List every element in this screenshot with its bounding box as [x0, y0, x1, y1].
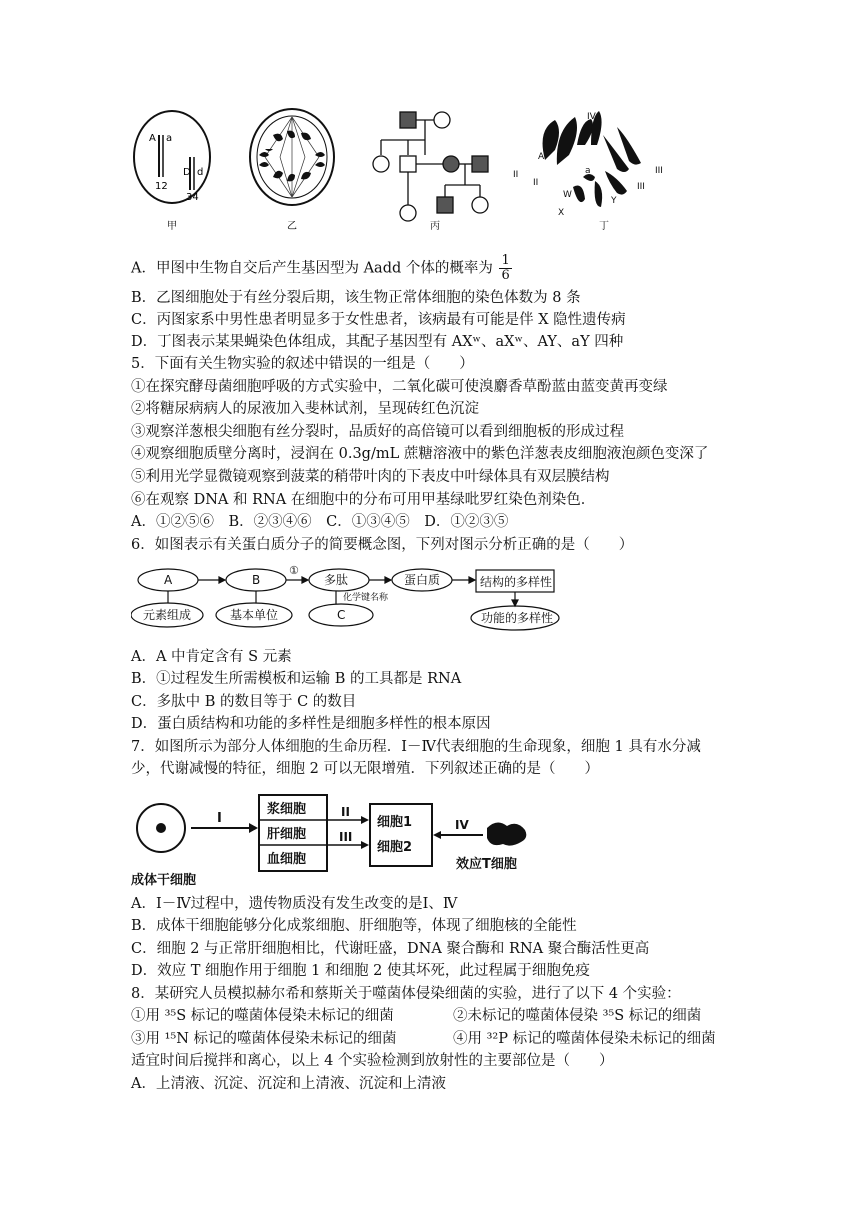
- figure-yi-caption: 乙: [287, 221, 297, 232]
- ding-label-III-b: III: [637, 182, 645, 192]
- q8-exp-4: ④用 ³²P 标记的噬菌体侵染未标记的细菌: [453, 1031, 716, 1047]
- chrom-12-label: 12: [155, 181, 168, 192]
- process-I-label: I: [217, 811, 222, 826]
- chrom-34-label: 34: [186, 192, 199, 203]
- ding-label-A: A: [538, 152, 545, 162]
- fraction: $\frac{1}{6}$: [501, 253, 510, 283]
- ding-label-II-a: II: [513, 170, 519, 180]
- liver-cell-label: 肝细胞: [267, 827, 307, 842]
- q5-stem: 5．下面有关生物实验的叙述中错误的一组是（ ）: [131, 356, 474, 372]
- process-III-label: III: [339, 830, 353, 844]
- cell2-label: 细胞2: [377, 840, 413, 855]
- figure-yi: [250, 109, 334, 232]
- q5-item-4: ④观察细胞质壁分离时，浸润在 0.3g/mL 蔗糖溶液中的紫色洋葱表皮细胞液泡颜色变深了: [131, 446, 709, 462]
- bond-name-label: 化学键名称: [343, 593, 389, 603]
- q5-item-5: ⑤利用光学显微镜观察到菠菜的稍带叶肉的下表皮中叶绿体具有双层膜结构: [131, 469, 610, 485]
- ding-label-X: X: [558, 208, 565, 218]
- q4-option-a: A．甲图中生物自交后产生基因型为 Aadd 个体的概率为 $\frac{1}{6}$: [131, 253, 510, 283]
- q8-exp-1: ①用 ³⁵S 标记的噬菌体侵染未标记的细菌: [131, 1008, 394, 1024]
- process-1-label: ①: [289, 564, 299, 577]
- gene-A-label: A: [149, 133, 156, 144]
- ding-label-III-a: III: [655, 166, 663, 176]
- q6-option-b: B．①过程发生所需模板和运输 B 的工具都是 RNA: [131, 671, 462, 687]
- node-polypeptide: 多肽: [324, 573, 349, 587]
- q7-stem-line1: 7．如图所示为部分人体细胞的生命历程．Ⅰ－Ⅳ代表细胞的生命现象，细胞 1 具有水分减: [131, 739, 701, 755]
- node-A: A: [164, 573, 173, 587]
- q8-stem-2: 适宜时间后搅拌和离心，以上 4 个实验检测到放射性的主要部位是（ ）: [131, 1053, 614, 1069]
- cell1-label: 细胞1: [377, 815, 413, 830]
- q7-option-c: C．细胞 2 与正常肝细胞相比，代谢旺盛，DNA 聚合酶和 RNA 聚合酶活性更高: [131, 941, 650, 957]
- figure-ding: [513, 111, 663, 232]
- gene-D-label: D: [183, 167, 191, 178]
- q4-option-c: C．丙图家系中男性患者明显多于女性患者，该病最有可能是伴 X 隐性遗传病: [131, 312, 626, 328]
- q5-item-2: ②将糖尿病病人的尿液加入斐林试剂，呈现砖红色沉淀: [131, 401, 479, 417]
- q5-item-1: ①在探究酵母菌细胞呼吸的方式实验中，二氧化碳可使溴麝香草酚蓝由蓝变黄再变绿: [131, 379, 668, 395]
- node-functional-diversity: 功能的多样性: [481, 611, 554, 625]
- figure-jia: [134, 111, 210, 232]
- node-B: B: [252, 573, 261, 587]
- q6-concept-diagram: [131, 562, 581, 636]
- q4-option-d: D．丁图表示某果蝇染色体组成，其配子基因型有 AXʷ、aXʷ、AY、aY 四种: [131, 334, 624, 350]
- blood-cell-label: 血细胞: [267, 852, 307, 867]
- node-basic-unit: 基本单位: [230, 608, 279, 622]
- process-II-label: II: [341, 805, 350, 819]
- effector-t-cell-label: 效应T细胞: [456, 857, 517, 872]
- q7-cell-diagram: [131, 790, 551, 892]
- q5-options: A．①②⑤⑥ B．②③④⑥ C．①③④⑤ D．①②③⑤: [131, 514, 509, 530]
- ding-label-W: W: [563, 190, 572, 200]
- node-protein: 蛋白质: [404, 573, 441, 587]
- q7-stem-line2: 少，代谢减慢的特征，细胞 2 可以无限增殖．下列叙述正确的是（ ）: [131, 761, 599, 777]
- q6-option-d: D．蛋白质结构和功能的多样性是细胞多样性的根本原因: [131, 716, 491, 732]
- q7-option-a: A．Ⅰ－Ⅳ过程中，遗传物质没有发生改变的是Ⅰ、Ⅳ: [131, 896, 458, 912]
- q7-option-d: D．效应 T 细胞作用于细胞 1 和细胞 2 使其坏死，此过程属于细胞免疫: [131, 963, 590, 979]
- figure-bing: [373, 112, 488, 232]
- adult-stem-cell-label: 成体干细胞: [131, 873, 197, 888]
- q8-exp-3: ③用 ¹⁵N 标记的噬菌体侵染未标记的细菌: [131, 1031, 397, 1047]
- q8-stem: 8．某研究人员模拟赫尔希和蔡斯关于噬菌体侵染细菌的实验，进行了以下 4 个实验：: [131, 986, 681, 1002]
- q7-option-b: B．成体干细胞能够分化成浆细胞、肝细胞等，体现了细胞核的全能性: [131, 918, 577, 934]
- ding-label-Y: Y: [611, 196, 617, 206]
- q6-option-a: A．A 中肯定含有 S 元素: [131, 649, 292, 665]
- q8-option-a: A．上清液、沉淀、沉淀和上清液、沉淀和上清液: [131, 1076, 446, 1092]
- q6-option-c: C．多肽中 B 的数目等于 C 的数目: [131, 694, 357, 710]
- ding-label-II-b: II: [533, 178, 539, 188]
- ding-label-IV: IV: [587, 112, 596, 122]
- q8-exp-2: ②未标记的噬菌体侵染 ³⁵S 标记的细菌: [453, 1008, 702, 1024]
- process-IV-label: IV: [455, 818, 469, 832]
- q5-item-6: ⑥在观察 DNA 和 RNA 在细胞中的分布可用甲基绿吡罗红染色剂染色．: [131, 492, 596, 508]
- figure-bing-caption: 丙: [430, 221, 440, 232]
- q4-option-b: B．乙图细胞处于有丝分裂后期，该生物正常体细胞的染色体数为 8 条: [131, 290, 581, 306]
- node-C: C: [337, 608, 346, 622]
- q5-item-3: ③观察洋葱根尖细胞有丝分裂时，品质好的高倍镜可以看到细胞板的形成过程: [131, 424, 624, 440]
- figure-ding-caption: 丁: [599, 221, 609, 232]
- gene-d-label: d: [197, 167, 204, 178]
- plasma-cell-label: 浆细胞: [267, 802, 307, 817]
- node-element-composition: 元素组成: [143, 608, 192, 622]
- figure-row: [125, 105, 685, 235]
- ding-label-a: a: [585, 166, 591, 176]
- figure-jia-caption: 甲: [167, 221, 177, 232]
- q6-stem: 6．如图表示有关蛋白质分子的简要概念图，下列对图示分析正确的是（ ）: [131, 537, 634, 553]
- node-structural-diversity: 结构的多样性: [480, 575, 553, 589]
- gene-a-label: a: [166, 133, 173, 144]
